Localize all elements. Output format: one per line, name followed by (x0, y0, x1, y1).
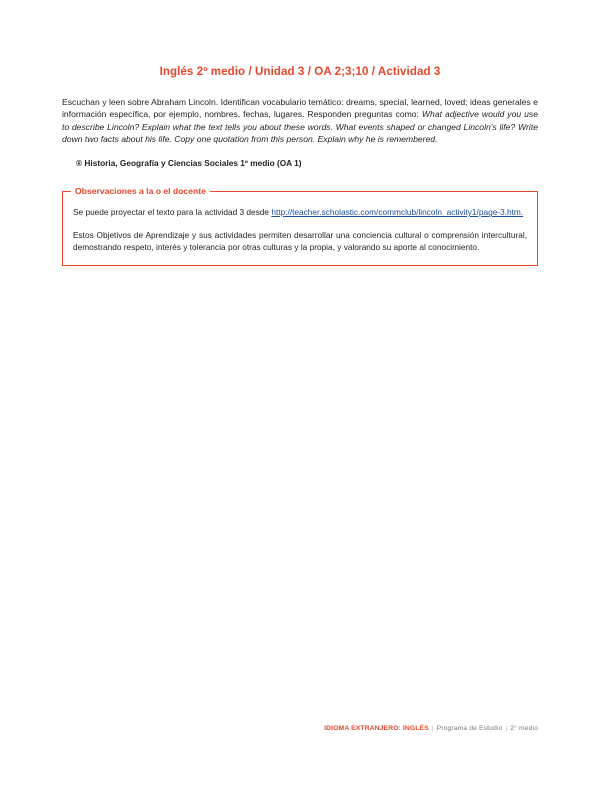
observations-text-prefix: Se puede proyectar el texto para la actividad 3 desde (73, 207, 272, 218)
scholastic-activity-link[interactable]: http://teacher.scholastic.com/commclub/lincoln_activity1/page-3.htm. (271, 207, 524, 218)
observations-title: Observaciones a la o el docente (71, 185, 210, 197)
observations-box (62, 186, 538, 266)
footer-separator-2: | (505, 725, 508, 732)
observations-paragraph-1 (73, 206, 527, 218)
page-footer (0, 725, 600, 732)
footer-level: 2° medio (510, 725, 538, 732)
activity-text-plain: Escuchan y leen sobre Abraham Lincoln. Identifican vocabulario temático: dreams, special, learned, loved; ideas generales e información específica, por ejemplo, nombres, fechas, lugares. Responden preguntas como: (62, 97, 538, 120)
observations-paragraph-2: Estos Objetivos de Aprendizaje y sus actividades permiten desarrollar una conciencia cultural o comprensión intercultural, demostrando respeto, interés y tolerancia por otras culturas y la propia, y valorando su aporte al conocimiento. (73, 230, 527, 253)
footer-program: Programa de Estudio (436, 725, 503, 732)
activity-paragraph (62, 96, 538, 145)
footer-subject: IDIOMA EXTRANJERO: INGLÉS (324, 725, 429, 732)
oa-cross-reference: ® Historia, Geografía y Ciencias Sociales 1º medio (OA 1) (76, 158, 302, 169)
activity-text-italic: What adjective would you use to describe Lincoln? Explain what the text tells you about these words. What events shaped or changed Lincoln's life? Write down two facts about his life. Copy one quotation from this person. Explain why he is remembered. (62, 109, 538, 144)
footer-separator-1: | (431, 725, 434, 732)
page-title: Inglés 2º medio / Unidad 3 / OA 2;3;10 / Actividad 3 (159, 66, 441, 78)
